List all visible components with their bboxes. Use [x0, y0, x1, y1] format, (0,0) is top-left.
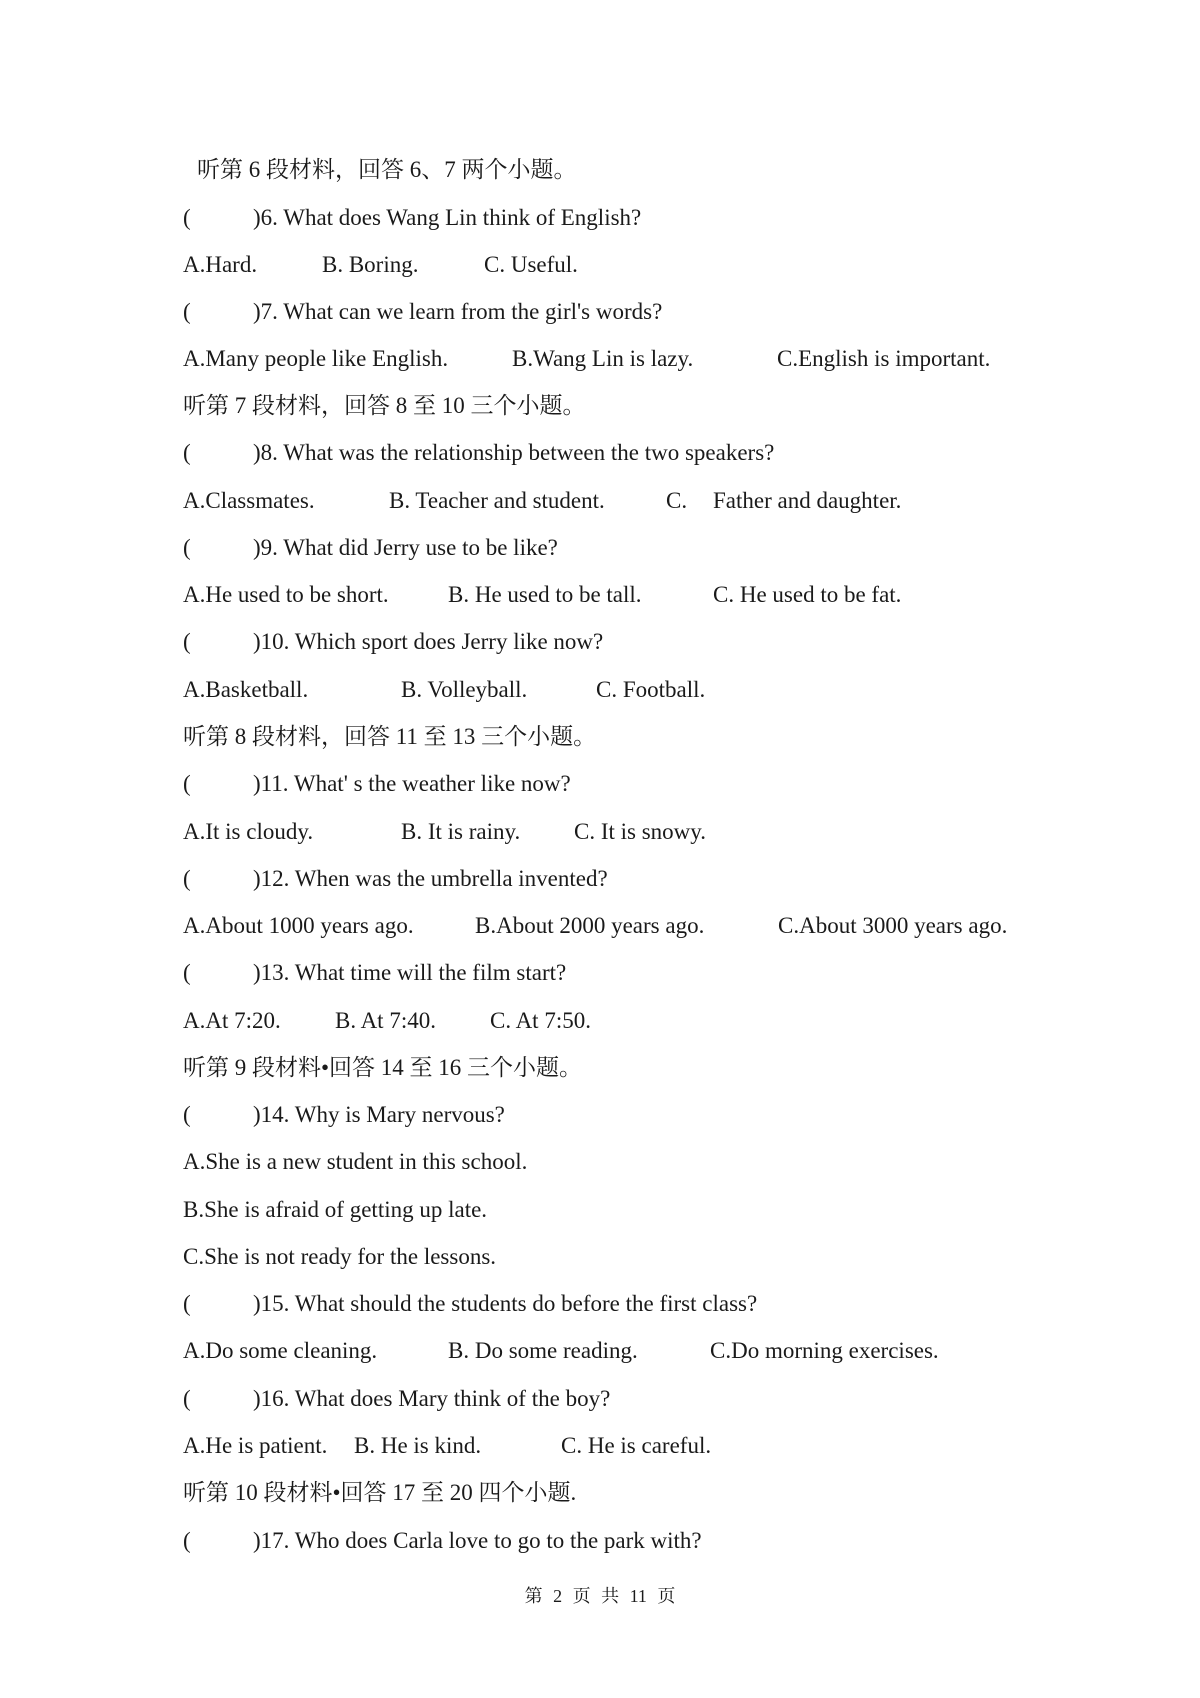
option-a[interactable]: A.Many people like English. — [183, 346, 449, 371]
option-b[interactable]: B. Do some reading. — [448, 1338, 638, 1363]
option-c[interactable]: C. It is snowy. — [574, 819, 707, 844]
option-b[interactable]: B.Wang Lin is lazy. — [512, 346, 694, 371]
page-footer: 第 2 页 共 11 页 — [524, 1586, 676, 1606]
answer-blank[interactable]: ( — [183, 535, 191, 560]
question-17 — [183, 1526, 702, 1556]
option-c[interactable]: C. He used to be fat. — [713, 582, 902, 607]
option-c[interactable]: C. He is careful. — [561, 1433, 712, 1458]
section-heading: 听第 9 段材料•回答 14 至 16 三个小题。 — [183, 1055, 583, 1080]
question-text: )8. What was the relationship between the two speakers? — [253, 440, 775, 465]
question-text: )6. What does Wang Lin think of English? — [253, 205, 642, 230]
option-c[interactable]: C.She is not ready for the lessons. — [183, 1244, 497, 1269]
option-a[interactable]: A.About 1000 years ago. — [183, 913, 414, 938]
option-c[interactable]: C. Football. — [596, 677, 706, 702]
option-c[interactable]: C.English is important. — [777, 346, 991, 371]
answer-blank[interactable]: ( — [183, 205, 191, 230]
option-b[interactable]: B. At 7:40. — [335, 1008, 436, 1033]
question-text: )14. Why is Mary nervous? — [253, 1102, 505, 1127]
option-c-label[interactable]: C. — [666, 488, 688, 513]
option-b[interactable]: B. Volleyball. — [401, 677, 528, 702]
answer-blank[interactable]: ( — [183, 1291, 191, 1316]
answer-blank[interactable]: ( — [183, 1386, 191, 1411]
question-14 — [183, 1100, 505, 1130]
options-7 — [183, 344, 990, 374]
option-c[interactable]: C. Useful. — [484, 252, 578, 277]
option-a[interactable]: A.He is patient. — [183, 1433, 328, 1458]
option-c[interactable]: C. At 7:50. — [490, 1008, 591, 1033]
section-heading: 听第 6 段材料，回答 6、7 两个小题。 — [197, 157, 577, 182]
question-text: )17. Who does Carla love to go to the park with? — [253, 1528, 702, 1553]
option-a[interactable]: A.Basketball. — [183, 677, 309, 702]
section-heading: 听第 8 段材料，回答 11 至 13 三个小题。 — [183, 724, 597, 749]
answer-blank[interactable]: ( — [183, 1528, 191, 1553]
question-13 — [183, 958, 566, 988]
option-a[interactable]: A.At 7:20. — [183, 1008, 281, 1033]
options-11 — [183, 817, 706, 847]
options-12 — [183, 911, 1007, 941]
answer-blank[interactable]: ( — [183, 299, 191, 324]
option-c[interactable]: C.Do morning exercises. — [710, 1338, 939, 1363]
question-text: )7. What can we learn from the girl's words? — [253, 299, 663, 324]
option-b[interactable]: B.She is afraid of getting up late. — [183, 1197, 488, 1222]
options-15 — [183, 1336, 939, 1366]
options-6 — [183, 250, 578, 280]
option-b[interactable]: B. He used to be tall. — [448, 582, 642, 607]
answer-blank[interactable]: ( — [183, 771, 191, 796]
option-a[interactable]: A.It is cloudy. — [183, 819, 314, 844]
question-text: )16. What does Mary think of the boy? — [253, 1386, 611, 1411]
option-a[interactable]: A.She is a new student in this school. — [183, 1149, 528, 1174]
option-a[interactable]: A.He used to be short. — [183, 582, 389, 607]
question-6 — [183, 203, 641, 233]
question-text: )13. What time will the film start? — [253, 960, 567, 985]
options-10 — [183, 675, 705, 705]
question-10 — [183, 627, 603, 657]
option-b[interactable]: B. He is kind. — [354, 1433, 482, 1458]
option-b[interactable]: B. It is rainy. — [401, 819, 521, 844]
options-9 — [183, 580, 901, 610]
option-b[interactable]: B.About 2000 years ago. — [475, 913, 705, 938]
option-b[interactable]: B. Boring. — [322, 252, 419, 277]
section-heading: 听第 10 段材料•回答 17 至 20 四个小题. — [183, 1480, 577, 1505]
options-16 — [183, 1431, 711, 1461]
question-text: )9. What did Jerry use to be like? — [253, 535, 558, 560]
option-b[interactable]: B. Teacher and student. — [389, 488, 605, 513]
option-c[interactable]: C.About 3000 years ago. — [778, 913, 1008, 938]
question-12 — [183, 864, 608, 894]
options-13 — [183, 1006, 591, 1036]
section-heading: 听第 7 段材料，回答 8 至 10 三个小题。 — [183, 393, 586, 418]
option-a[interactable]: A.Classmates. — [183, 488, 315, 513]
answer-blank[interactable]: ( — [183, 1102, 191, 1127]
question-15 — [183, 1289, 757, 1319]
question-7 — [183, 297, 662, 327]
answer-blank[interactable]: ( — [183, 629, 191, 654]
question-text: )15. What should the students do before the first class? — [253, 1291, 758, 1316]
answer-blank[interactable]: ( — [183, 440, 191, 465]
question-16 — [183, 1384, 610, 1414]
option-a[interactable]: A.Do some cleaning. — [183, 1338, 378, 1363]
question-text: )11. What' s the weather like now? — [253, 771, 571, 796]
options-8 — [183, 486, 901, 516]
question-text: )12. When was the umbrella invented? — [253, 866, 608, 891]
answer-blank[interactable]: ( — [183, 960, 191, 985]
question-11 — [183, 769, 571, 799]
question-9 — [183, 533, 558, 563]
answer-blank[interactable]: ( — [183, 866, 191, 891]
question-8 — [183, 438, 774, 468]
option-c[interactable]: Father and daughter. — [713, 488, 902, 513]
question-text: )10. Which sport does Jerry like now? — [253, 629, 604, 654]
option-a[interactable]: A.Hard. — [183, 252, 258, 277]
